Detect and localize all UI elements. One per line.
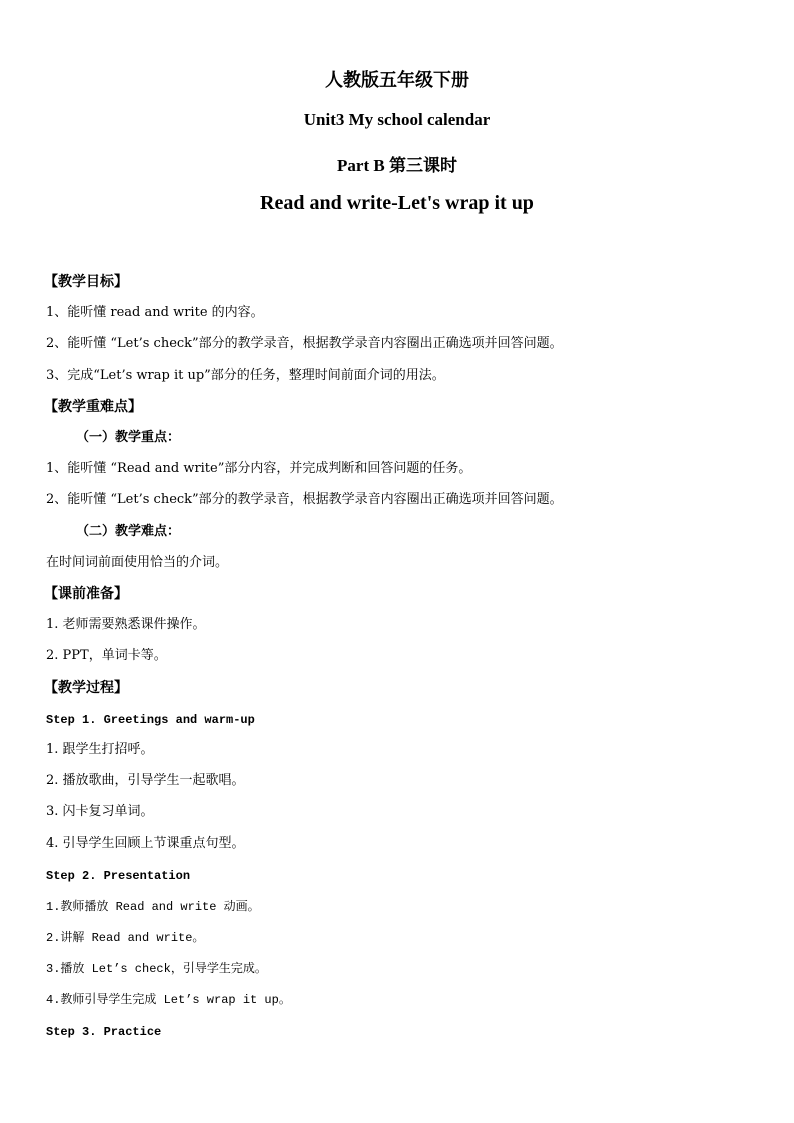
step2-item: 4.教师引导学生完成 Let’s wrap it up。 [46, 993, 291, 1007]
objective-item: 3、完成“Let’s wrap it up”部分的任务，整理时间前面介词的用法。 [46, 368, 445, 383]
step3-title: Step 3. Practice [46, 1025, 162, 1039]
lesson-title: Read and write-Let's wrap it up [260, 192, 534, 214]
step2-title: Step 2. Presentation [46, 869, 191, 883]
preparation-heading: 【课前准备】 [44, 586, 128, 602]
focus-item: 2、能听懂 “Let’s check”部分的教学录音，根据教学录音内容圈出正确选项并回答问题。 [46, 492, 563, 507]
step1-item: 3. 闪卡复习单词。 [46, 804, 154, 819]
process-heading: 【教学过程】 [44, 680, 128, 696]
preparation-item: 2. PPT，单词卡等。 [46, 648, 167, 663]
step1-title: Step 1. Greetings and warm-up [46, 713, 255, 727]
unit-title: Unit3 My school calendar [303, 110, 491, 129]
key-points-heading: 【教学重难点】 [44, 399, 142, 415]
step2-item: 3.播放 Let’s check，引导学生完成。 [46, 962, 267, 976]
objective-item: 2、能听懂 “Let’s check”部分的教学录音，根据教学录音内容圈出正确选项并回答问题。 [46, 336, 563, 351]
focus-heading: （一）教学重点： [76, 430, 181, 445]
document-title: 人教版五年级下册 [325, 70, 469, 90]
step1-item: 2. 播放歌曲，引导学生一起歌唱。 [46, 773, 245, 788]
focus-item: 1、能听懂 “Read and write”部分内容，并完成判断和回答问题的任务。 [46, 461, 472, 476]
difficulty-text: 在时间词前面使用恰当的介词。 [46, 555, 229, 570]
preparation-item: 1. 老师需要熟悉课件操作。 [46, 617, 206, 632]
difficulty-heading: （二）教学难点： [76, 524, 181, 539]
step2-item: 1.教师播放 Read and write 动画。 [46, 900, 260, 914]
step2-item: 2.讲解 Read and write。 [46, 931, 205, 945]
objectives-heading: 【教学目标】 [44, 274, 128, 290]
part-title: Part B 第三课时 [337, 156, 457, 175]
step1-item: 4. 引导学生回顾上节课重点句型。 [46, 836, 245, 851]
step1-item: 1. 跟学生打招呼。 [46, 742, 154, 757]
objective-item: 1、能听懂 read and write 的内容。 [46, 305, 264, 320]
